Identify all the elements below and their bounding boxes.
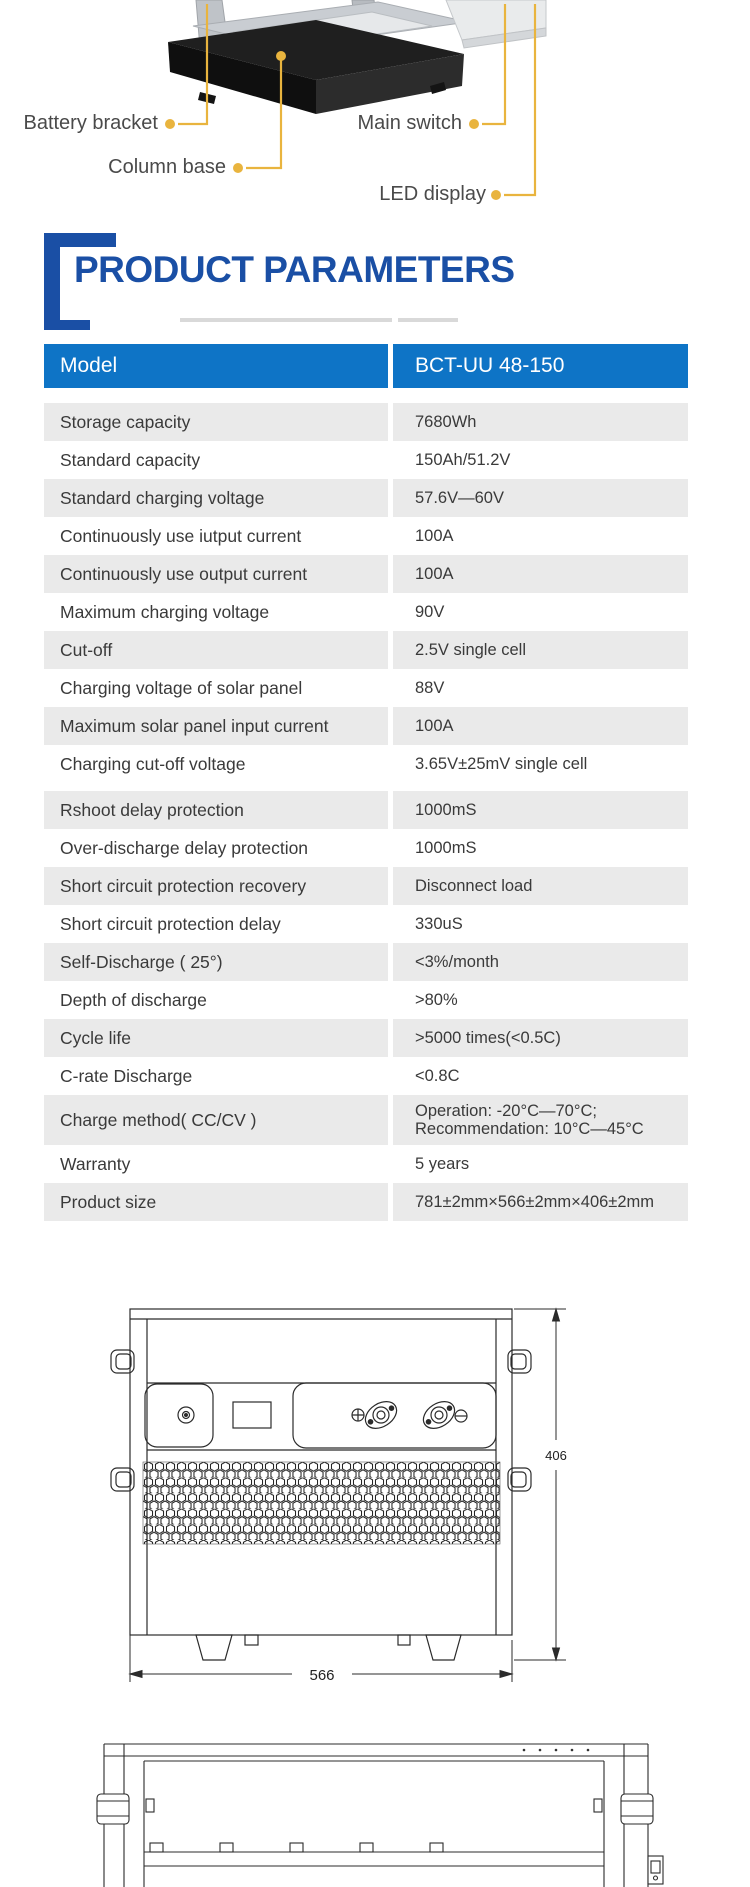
row-label: Continuously use iutput current bbox=[60, 525, 302, 546]
front-view-drawing bbox=[0, 1295, 750, 1695]
table-row bbox=[44, 517, 688, 555]
spec-table-body bbox=[44, 403, 688, 1221]
row-value: <0.8C bbox=[415, 1066, 460, 1085]
bottom-rail bbox=[144, 1843, 604, 1866]
table-row bbox=[44, 669, 688, 707]
row-value: 2.5V single cell bbox=[393, 631, 688, 669]
table-row bbox=[44, 829, 688, 867]
heading-underline bbox=[180, 318, 458, 322]
led-display-dot-icon bbox=[491, 190, 501, 200]
table-row bbox=[44, 1145, 688, 1183]
underline-long-segment bbox=[180, 318, 392, 322]
row-label: Cycle life bbox=[44, 1019, 388, 1057]
main-switch-dot-icon bbox=[469, 119, 479, 129]
minus-symbol-icon bbox=[455, 1410, 467, 1422]
callout-column-base: Column base bbox=[108, 156, 226, 178]
plus-symbol-icon bbox=[352, 1409, 364, 1421]
table-row bbox=[44, 479, 688, 517]
table-row bbox=[44, 593, 688, 631]
row-value: >5000 times(<0.5C) bbox=[393, 1019, 688, 1057]
row-value: 5 years bbox=[415, 1154, 470, 1173]
row-value: 57.6V—60V bbox=[393, 479, 688, 517]
negative-terminal-icon bbox=[418, 1396, 459, 1434]
row-value: 100A bbox=[415, 526, 454, 545]
underline-short-segment bbox=[398, 318, 458, 322]
table-row bbox=[44, 1019, 688, 1057]
row-value: 7680Wh bbox=[393, 403, 688, 441]
row-label: Standard charging voltage bbox=[44, 479, 388, 517]
row-value: >80% bbox=[415, 990, 458, 1009]
table-row bbox=[44, 403, 688, 441]
row-value: 90V bbox=[415, 602, 445, 621]
table-row bbox=[44, 441, 688, 479]
row-label: Depth of discharge bbox=[60, 989, 207, 1010]
row-label: Maximum charging voltage bbox=[60, 601, 270, 622]
row-label: C-rate Discharge bbox=[60, 1065, 193, 1086]
side-connector bbox=[648, 1856, 663, 1884]
table-row bbox=[44, 905, 688, 943]
row-label: Product size bbox=[44, 1183, 388, 1221]
hex-vent-grille bbox=[143, 1462, 500, 1544]
row-value: 330uS bbox=[415, 914, 463, 933]
table-row bbox=[44, 1057, 688, 1095]
row-value: Disconnect load bbox=[393, 867, 688, 905]
row-label: Short circuit protection recovery bbox=[44, 867, 388, 905]
row-label: Charge method( CC/CV ) bbox=[44, 1095, 388, 1145]
led-display-window bbox=[233, 1402, 271, 1428]
row-label: Cut-off bbox=[44, 631, 388, 669]
row-label: Storage capacity bbox=[44, 403, 388, 441]
row-value: 150Ah/51.2V bbox=[415, 450, 511, 469]
table-row bbox=[44, 555, 688, 593]
table-row bbox=[44, 867, 688, 905]
battery-bracket-dot-icon bbox=[165, 119, 175, 129]
page-title: PRODUCT PARAMETERS bbox=[74, 249, 515, 290]
row-label: Rshoot delay protection bbox=[44, 791, 388, 829]
row-label: Self-Discharge ( 25°) bbox=[44, 943, 388, 981]
row-label: Charging voltage of solar panel bbox=[60, 677, 303, 698]
table-row bbox=[44, 1183, 688, 1221]
row-value: Operation: -20°C—70°C; Recommendation: 10°C—45°C bbox=[393, 1095, 688, 1145]
row-value: 3.65V±25mV single cell bbox=[415, 754, 588, 773]
row-value: 781±2mm×566±2mm×406±2mm bbox=[393, 1183, 688, 1221]
table-row bbox=[44, 745, 688, 783]
side-view-drawing bbox=[0, 1737, 750, 1887]
table-row bbox=[44, 707, 688, 745]
header-model-value: BCT-UU 48-150 bbox=[393, 344, 688, 388]
product-image-section bbox=[0, 0, 750, 230]
feet bbox=[196, 1635, 461, 1660]
table-row bbox=[44, 981, 688, 1019]
row-label: Over-discharge delay protection bbox=[60, 837, 309, 858]
table-row bbox=[44, 1095, 688, 1145]
height-dim-label: 406 bbox=[545, 1448, 567, 1463]
spec-table-header bbox=[44, 344, 688, 388]
width-dim-label: 566 bbox=[309, 1667, 335, 1684]
header-model-label: Model bbox=[44, 344, 388, 388]
positive-terminal-icon bbox=[360, 1396, 401, 1434]
column-base-dot-icon bbox=[233, 163, 243, 173]
table-row bbox=[44, 943, 688, 981]
table-row bbox=[44, 791, 688, 829]
dimension-height bbox=[514, 1309, 566, 1660]
callout-main-switch: Main switch bbox=[357, 112, 462, 134]
callout-battery-bracket: Battery bracket bbox=[23, 112, 158, 134]
row-label: Maximum solar panel input current bbox=[44, 707, 388, 745]
row-value: 1000mS bbox=[393, 791, 688, 829]
post-clamps bbox=[97, 1794, 653, 1824]
callout-led-display: LED display bbox=[379, 183, 486, 205]
row-label: Continuously use output current bbox=[44, 555, 388, 593]
row-value: 100A bbox=[393, 707, 688, 745]
table-row bbox=[44, 631, 688, 669]
row-value: 100A bbox=[393, 555, 688, 593]
row-value: <3%/month bbox=[393, 943, 688, 981]
row-label: Standard capacity bbox=[60, 449, 201, 470]
row-label: Warranty bbox=[60, 1153, 131, 1174]
row-value: 88V bbox=[415, 678, 445, 697]
rail-holes bbox=[523, 1749, 590, 1752]
row-label: Short circuit protection delay bbox=[60, 913, 281, 934]
column-base-anchor-dot-icon bbox=[276, 51, 286, 61]
row-label: Charging cut-off voltage bbox=[60, 753, 246, 774]
row-value: 1000mS bbox=[415, 838, 477, 857]
left-control-panel bbox=[145, 1384, 213, 1447]
